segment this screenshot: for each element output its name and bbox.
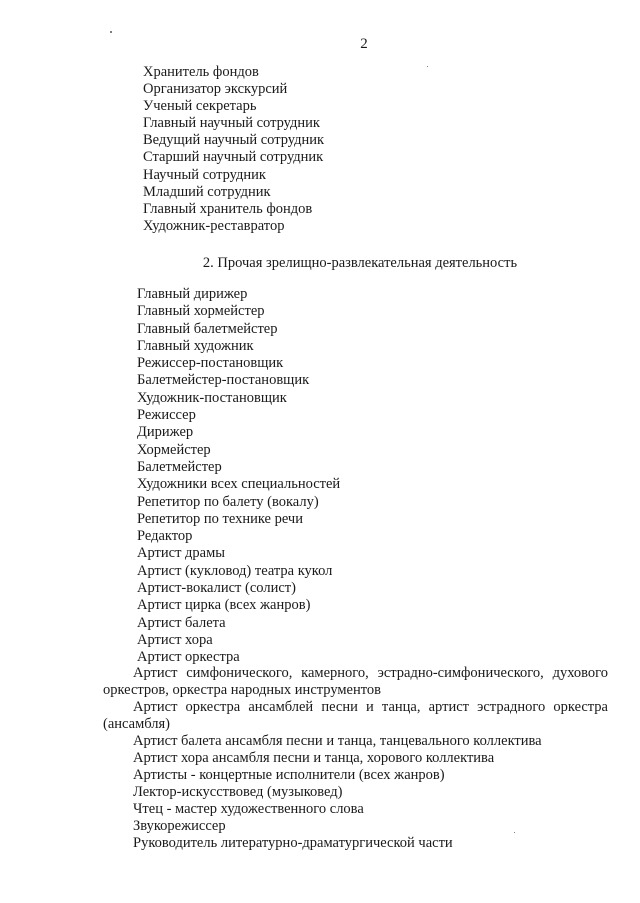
list-item: Художник-реставратор xyxy=(143,217,285,234)
list-item: Лектор-искусствовед (музыковед) xyxy=(133,784,343,800)
list-item: Репетитор по технике речи xyxy=(137,510,303,527)
list-item: Артисты - концертные исполнители (всех жанров) xyxy=(133,767,445,783)
list-item: Дирижер xyxy=(137,424,194,441)
list-item: Балетмейстер-постановщик xyxy=(137,372,310,389)
list-item: Артист (кукловод) театра кукол xyxy=(137,562,333,579)
list-item: Артист оркестра ансамблей песни и танца, артист эстрадного оркестра (ансамбля) xyxy=(103,699,608,732)
list-item: Научный сотрудник xyxy=(143,166,266,183)
list-item: Художники всех специальностей xyxy=(137,476,341,493)
list-item: Чтец - мастер художественного слова xyxy=(133,801,364,817)
list-item: Ведущий научный сотрудник xyxy=(143,132,325,149)
position-list-museums xyxy=(143,64,324,235)
list-item: Главный художник xyxy=(137,337,254,354)
list-item: Организатор экскурсий xyxy=(143,81,288,98)
list-item: Режиссер-постановщик xyxy=(137,355,284,372)
list-item: Артист цирка (всех жанров) xyxy=(137,597,311,614)
scan-speck xyxy=(514,832,515,833)
list-item: Артист хора xyxy=(137,631,213,648)
list-item: Главный дирижер xyxy=(137,286,248,302)
list-item: Артист хора ансамбля песни и танца, хорового коллектива xyxy=(133,750,495,766)
page-number: 2 xyxy=(360,36,368,52)
list-item: Младший сотрудник xyxy=(143,183,271,200)
list-item: Ученый секретарь xyxy=(143,98,257,115)
list-item: Артист-вокалист (солист) xyxy=(137,580,296,597)
position-list-entertainment xyxy=(137,286,340,667)
list-item: Хранитель фондов xyxy=(143,64,259,80)
list-item: Художник-постановщик xyxy=(137,389,287,406)
position-list-entertainment-continued xyxy=(103,665,608,852)
list-item: Артист балета xyxy=(137,614,226,631)
list-item: Репетитор по балету (вокалу) xyxy=(137,493,319,510)
list-item: Главный балетмейстер xyxy=(137,320,278,337)
list-item: Артист драмы xyxy=(137,545,226,562)
list-item: Хормейстер xyxy=(137,441,211,458)
list-item: Руководитель литературно-драматургической части xyxy=(133,835,453,851)
list-item: Главный научный сотрудник xyxy=(143,115,320,132)
scan-speck xyxy=(110,31,112,33)
list-item: Режиссер xyxy=(137,407,196,424)
list-item: Звукорежиссер xyxy=(133,818,226,834)
scan-speck xyxy=(427,66,428,67)
list-item: Артист симфонического, камерного, эстрадно-симфонического, духового оркестров, оркестра народных инструментов xyxy=(103,665,608,698)
list-item: Старший научный сотрудник xyxy=(143,149,324,166)
list-item: Артист балета ансамбля песни и танца, танцевального коллектива xyxy=(133,733,542,749)
section-heading: 2. Прочая зрелищно-развлекательная деятельность xyxy=(202,255,518,271)
list-item: Артист оркестра xyxy=(137,649,240,666)
list-item: Главный хранитель фондов xyxy=(143,200,313,217)
list-item: Главный хормейстер xyxy=(137,303,265,320)
list-item: Редактор xyxy=(137,528,193,545)
list-item: Балетмейстер xyxy=(137,458,222,475)
